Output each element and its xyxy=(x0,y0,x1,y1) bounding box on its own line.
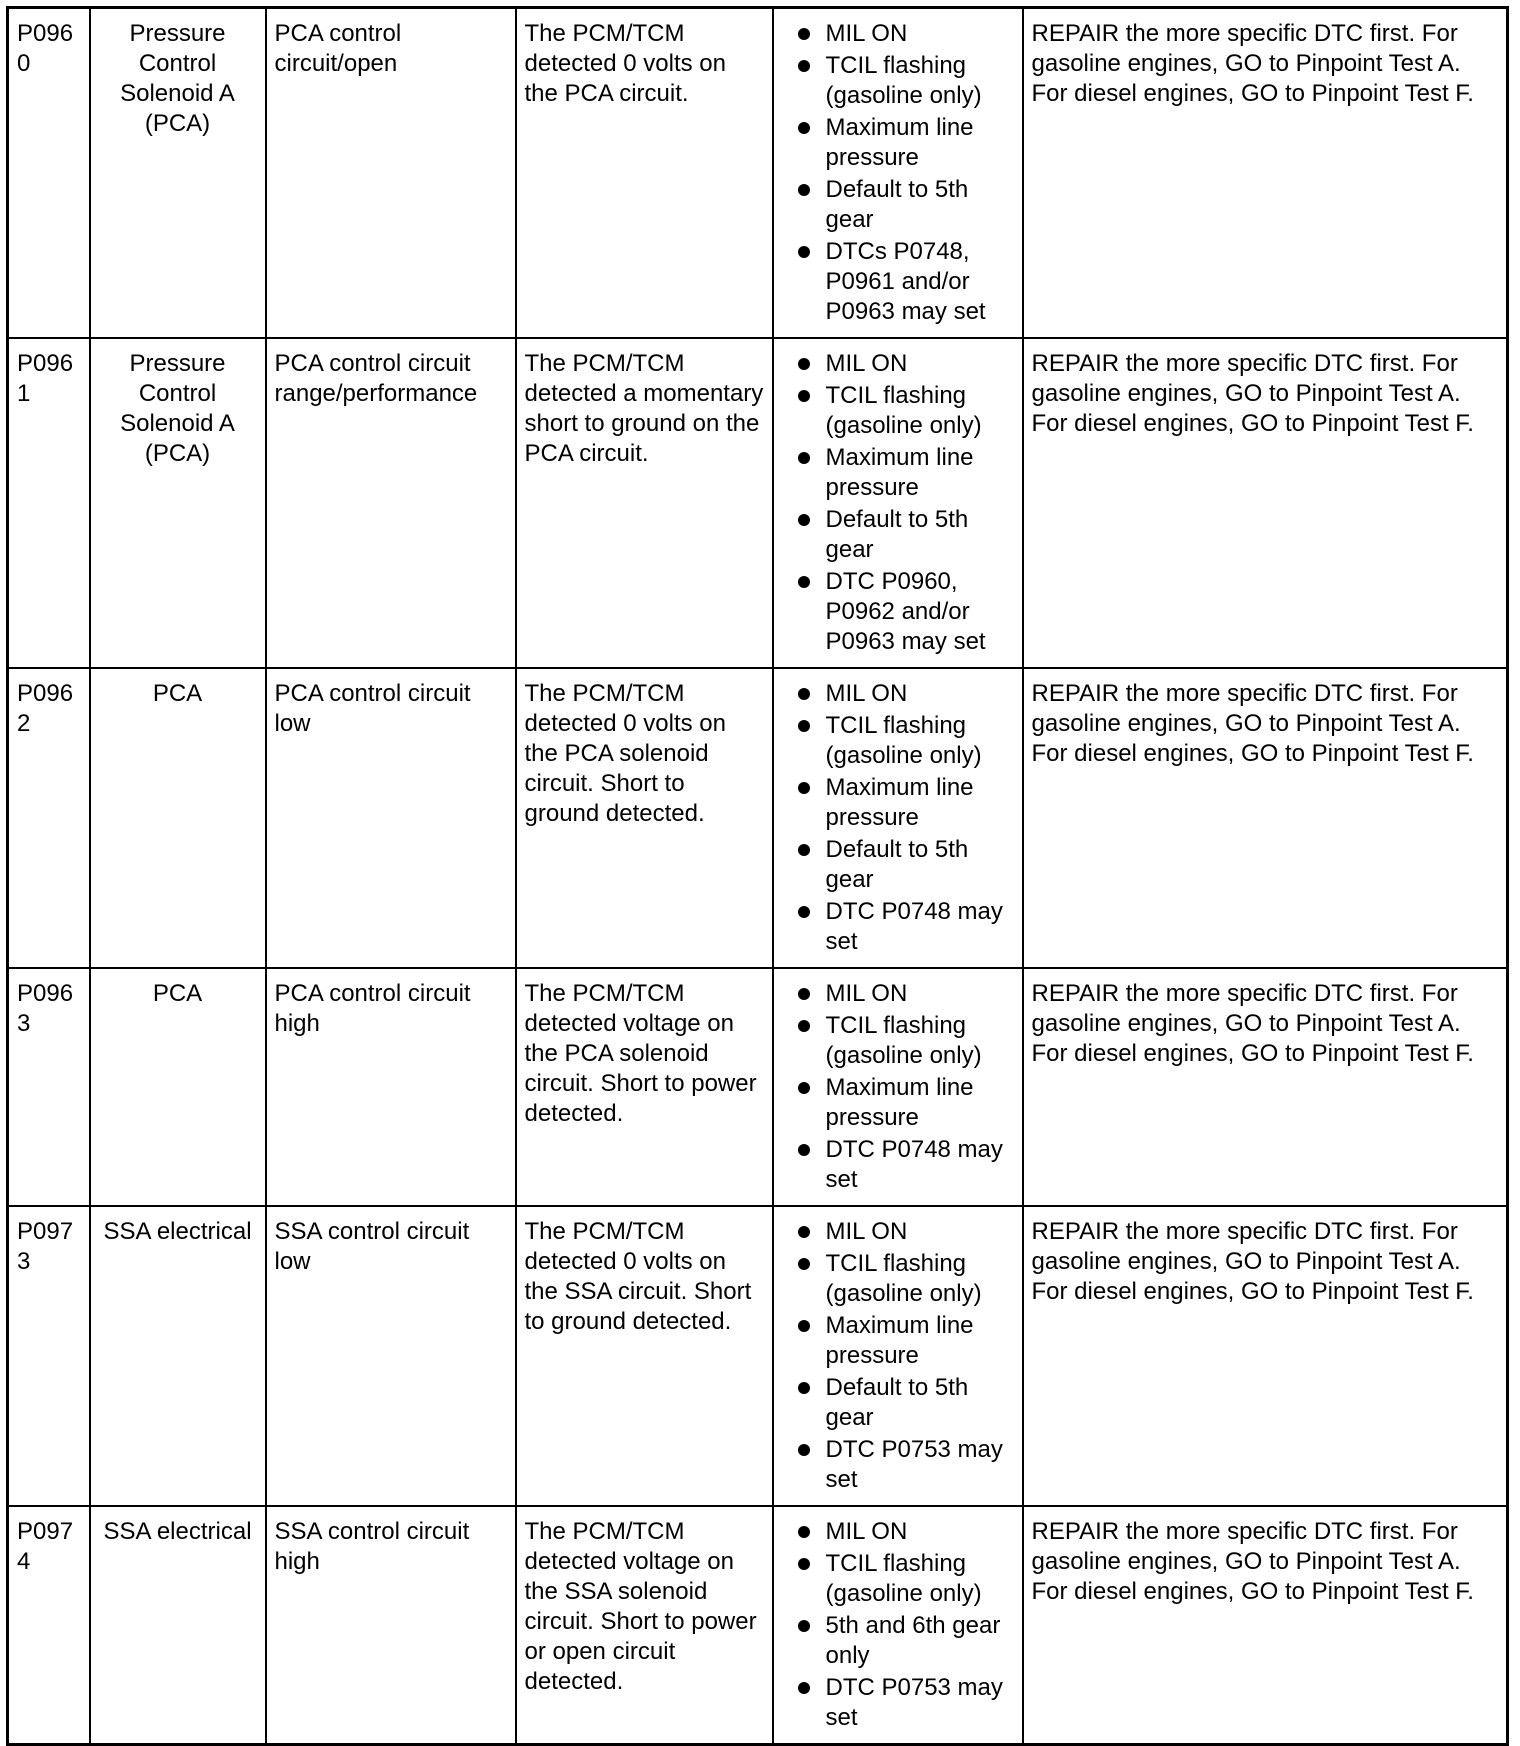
symptoms-cell xyxy=(773,8,1023,339)
symptom-list xyxy=(794,349,1018,657)
description-cell: SSA control circuit high xyxy=(266,1506,516,1745)
symptom-item: TCIL flashing (gasoline only) xyxy=(794,51,1018,111)
component-cell: PCA xyxy=(90,968,266,1206)
symptoms-cell xyxy=(773,1506,1023,1745)
symptoms-cell xyxy=(773,668,1023,968)
table-row xyxy=(8,1506,1508,1745)
dtc-table-body xyxy=(8,8,1508,1745)
symptom-item: MIL ON xyxy=(794,679,1018,709)
symptom-item: DTC P0753 may set xyxy=(794,1435,1018,1495)
description-cell: SSA control circuit low xyxy=(266,1206,516,1506)
table-row xyxy=(8,8,1508,339)
symptom-item: Default to 5th gear xyxy=(794,175,1018,235)
symptom-item: DTC P0753 may set xyxy=(794,1673,1018,1733)
component-cell: SSA electrical xyxy=(90,1206,266,1506)
dtc-code-cell: P0960 xyxy=(8,8,90,339)
condition-cell: The PCM/TCM detected voltage on the PCA solenoid circuit. Short to power detected. xyxy=(516,968,773,1206)
table-row xyxy=(8,1206,1508,1506)
table-row xyxy=(8,968,1508,1206)
action-cell: REPAIR the more specific DTC first. For gasoline engines, GO to Pinpoint Test A. For diesel engines, GO to Pinpoint Test F. xyxy=(1023,1506,1508,1745)
symptom-item: DTC P0748 may set xyxy=(794,897,1018,957)
symptom-list xyxy=(794,679,1018,957)
symptom-list xyxy=(794,1517,1018,1733)
dtc-code-cell: P0962 xyxy=(8,668,90,968)
symptom-item: TCIL flashing (gasoline only) xyxy=(794,1011,1018,1071)
action-cell: REPAIR the more specific DTC first. For gasoline engines, GO to Pinpoint Test A. For diesel engines, GO to Pinpoint Test F. xyxy=(1023,338,1508,668)
dtc-code-cell: P0961 xyxy=(8,338,90,668)
condition-cell: The PCM/TCM detected 0 volts on the PCA solenoid circuit. Short to ground detected. xyxy=(516,668,773,968)
symptom-item: Default to 5th gear xyxy=(794,835,1018,895)
action-cell: REPAIR the more specific DTC first. For gasoline engines, GO to Pinpoint Test A. For diesel engines, GO to Pinpoint Test F. xyxy=(1023,1206,1508,1506)
symptom-list xyxy=(794,1217,1018,1495)
table-row xyxy=(8,338,1508,668)
symptom-item: TCIL flashing (gasoline only) xyxy=(794,711,1018,771)
symptom-list xyxy=(794,19,1018,327)
symptom-item: MIL ON xyxy=(794,19,1018,49)
dtc-code-cell: P0973 xyxy=(8,1206,90,1506)
component-cell: SSA electrical xyxy=(90,1506,266,1745)
table-row xyxy=(8,668,1508,968)
symptom-item: TCIL flashing (gasoline only) xyxy=(794,381,1018,441)
symptom-item: TCIL flashing (gasoline only) xyxy=(794,1549,1018,1609)
action-cell: REPAIR the more specific DTC first. For gasoline engines, GO to Pinpoint Test A. For diesel engines, GO to Pinpoint Test F. xyxy=(1023,968,1508,1206)
symptom-item: 5th and 6th gear only xyxy=(794,1611,1018,1671)
description-cell: PCA control circuit/open xyxy=(266,8,516,339)
symptom-item: DTC P0960, P0962 and/or P0963 may set xyxy=(794,567,1018,657)
symptom-item: MIL ON xyxy=(794,349,1018,379)
symptom-item: MIL ON xyxy=(794,1517,1018,1547)
action-cell: REPAIR the more specific DTC first. For gasoline engines, GO to Pinpoint Test A. For diesel engines, GO to Pinpoint Test F. xyxy=(1023,8,1508,339)
condition-cell: The PCM/TCM detected 0 volts on the PCA circuit. xyxy=(516,8,773,339)
component-cell: Pressure Control Solenoid A (PCA) xyxy=(90,8,266,339)
component-cell: PCA xyxy=(90,668,266,968)
symptom-list xyxy=(794,979,1018,1195)
symptom-item: TCIL flashing (gasoline only) xyxy=(794,1249,1018,1309)
condition-cell: The PCM/TCM detected a momentary short to ground on the PCA circuit. xyxy=(516,338,773,668)
dtc-code-cell: P0963 xyxy=(8,968,90,1206)
condition-cell: The PCM/TCM detected 0 volts on the SSA circuit. Short to ground detected. xyxy=(516,1206,773,1506)
description-cell: PCA control circuit low xyxy=(266,668,516,968)
symptoms-cell xyxy=(773,968,1023,1206)
action-cell: REPAIR the more specific DTC first. For gasoline engines, GO to Pinpoint Test A. For diesel engines, GO to Pinpoint Test F. xyxy=(1023,668,1508,968)
symptoms-cell xyxy=(773,338,1023,668)
condition-cell: The PCM/TCM detected voltage on the SSA solenoid circuit. Short to power or open circuit detected. xyxy=(516,1506,773,1745)
symptom-item: Default to 5th gear xyxy=(794,505,1018,565)
dtc-table xyxy=(6,6,1509,1746)
symptoms-cell xyxy=(773,1206,1023,1506)
component-cell: Pressure Control Solenoid A (PCA) xyxy=(90,338,266,668)
symptom-item: MIL ON xyxy=(794,979,1018,1009)
symptom-item: DTC P0748 may set xyxy=(794,1135,1018,1195)
symptom-item: Maximum line pressure xyxy=(794,443,1018,503)
symptom-item: MIL ON xyxy=(794,1217,1018,1247)
symptom-item: DTCs P0748, P0961 and/or P0963 may set xyxy=(794,237,1018,327)
symptom-item: Maximum line pressure xyxy=(794,1311,1018,1371)
description-cell: PCA control circuit high xyxy=(266,968,516,1206)
symptom-item: Maximum line pressure xyxy=(794,773,1018,833)
dtc-code-cell: P0974 xyxy=(8,1506,90,1745)
symptom-item: Default to 5th gear xyxy=(794,1373,1018,1433)
symptom-item: Maximum line pressure xyxy=(794,1073,1018,1133)
symptom-item: Maximum line pressure xyxy=(794,113,1018,173)
description-cell: PCA control circuit range/performance xyxy=(266,338,516,668)
